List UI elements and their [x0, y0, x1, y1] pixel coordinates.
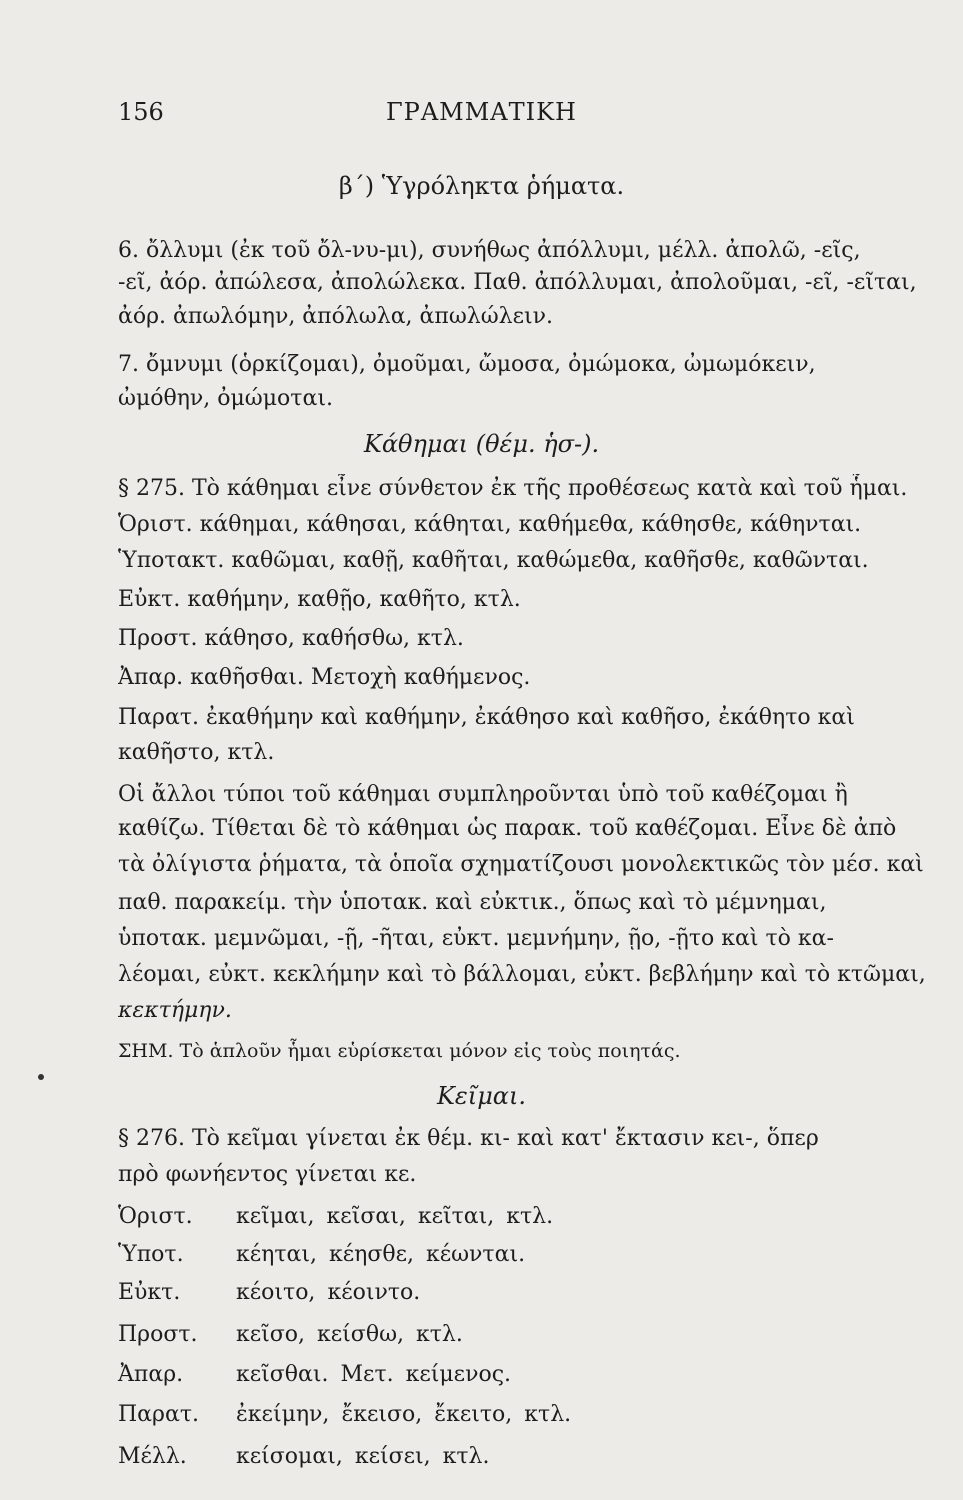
table-row — [118, 1320, 475, 1350]
table-row — [118, 1202, 565, 1232]
text-line: Εὐκτ. καθήμην, καθῇο, καθῆτο, κτλ. — [118, 587, 521, 612]
mood-label: Μέλλ. — [118, 1444, 187, 1469]
verb-form: κέωνται. — [425, 1242, 526, 1267]
verb-form: κεῖμαι, — [236, 1204, 315, 1229]
mood-label: Εὐκτ. — [118, 1280, 181, 1305]
verb-form: κτλ. — [524, 1402, 572, 1427]
verb-form: κείμενος. — [405, 1362, 512, 1387]
verb-form: Μετ. — [340, 1362, 394, 1387]
table-row — [118, 1442, 501, 1472]
verb-form: ἔκεισο, — [341, 1402, 423, 1427]
text-line: καθῆστο, κτλ. — [118, 740, 275, 765]
section-heading: β΄) Ὑγρόληκτα ῥήματα. — [338, 172, 625, 200]
text-line: Ἀπαρ. καθῆσθαι. Μετοχὴ καθήμενος. — [118, 665, 531, 690]
text-line: Ὁριστ. κάθημαι, κάθησαι, κάθηται, καθήμεθα, κάθησθε, κάθηνται. — [118, 512, 862, 537]
verb-form: κέοιντο. — [327, 1280, 421, 1305]
text-line: τὰ ὀλίγιστα ῥήματα, τὰ ὁποῖα σχηματίζουσι μονολεκτικῶς τὸν μέσ. καὶ — [118, 852, 924, 877]
verb-form: κέοιτο, — [236, 1280, 316, 1305]
verb-form: κέηται, — [236, 1242, 317, 1267]
verb-form: κεῖσαι, — [326, 1204, 406, 1229]
mood-label: Παρατ. — [118, 1402, 199, 1427]
verb-form: κείσομαι, — [236, 1444, 343, 1469]
margin-mark — [38, 1074, 44, 1080]
subheading-kathemai: Κάθημαι (θέμ. ἡσ-). — [363, 430, 600, 458]
running-title: ΓΡΑΜΜΑΤΙΚΗ — [386, 98, 577, 126]
text-line: ὑποτακ. μεμνῶμαι, -ῇ, -ῆται, εὐκτ. μεμνήμην, ῇο, -ῇτο καὶ τὸ κα- — [118, 926, 834, 951]
table-row — [118, 1400, 583, 1430]
mood-label: Προστ. — [118, 1322, 198, 1347]
verb-form: κέησθε, — [328, 1242, 414, 1267]
verb-form: κτλ. — [506, 1204, 554, 1229]
table-row — [118, 1278, 432, 1308]
verb-form: κείσει, — [354, 1444, 431, 1469]
text-line: Παρατ. ἐκαθήμην καὶ καθήμην, ἐκάθησο καὶ καθῆσο, ἐκάθητο καὶ — [118, 705, 855, 730]
text-line: Οἱ ἄλλοι τύποι τοῦ κάθημαι συμπληροῦνται ὑπὸ τοῦ καθέζομαι ἢ — [118, 782, 848, 807]
text-line: Ὑποτακτ. καθῶμαι, καθῇ, καθῆται, καθώμεθα, καθῆσθε, καθῶνται. — [118, 548, 869, 573]
text-line: πρὸ φωνήεντος γίνεται κε. — [118, 1162, 417, 1187]
mood-label: Ὑποτ. — [118, 1242, 184, 1267]
text-line: καθίζω. Τίθεται δὲ τὸ κάθημαι ὡς παρακ. τοῦ καθέζομαι. Εἶνε δὲ ἀπὸ — [118, 816, 897, 841]
text-line: ἀόρ. ἀπωλόμην, ἀπόλωλα, ἀπωλώλειν. — [118, 304, 554, 329]
verb-form: ἐκείμην, — [236, 1402, 330, 1427]
verb-form: κεῖσθαι. — [236, 1362, 329, 1387]
verb-form: κτλ. — [416, 1322, 463, 1347]
verb-form: ἔκειτο, — [434, 1402, 513, 1427]
text-line: § 275. Τὸ κάθημαι εἶνε σύνθετον ἐκ τῆς προθέσεως κατὰ καὶ τοῦ ἧμαι. — [118, 476, 908, 501]
text-line: 7. ὄμνυμι (ὁρκίζομαι), ὀμοῦμαι, ὤμοσα, ὀμώμοκα, ὠμωμόκειν, — [118, 352, 816, 377]
text-line: παθ. παρακείμ. τὴν ὑποτακ. καὶ εὐκτικ., ὅπως καὶ τὸ μέμνημαι, — [118, 890, 827, 915]
note: ΣΗΜ. Τὸ ἁπλοῦν ἧμαι εὑρίσκεται μόνον εἰς τοὺς ποιητάς. — [118, 1040, 681, 1062]
text-line: 6. ὄλλυμι (ἐκ τοῦ ὄλ-νυ-μι), συνήθως ἀπόλλυμι, μέλλ. ἀπολῶ, -εῖς, — [118, 238, 861, 263]
text-line: -εῖ, ἀόρ. ἀπώλεσα, ἀπολώλεκα. Παθ. ἀπόλλυμαι, ἀπολοῦμαι, -εῖ, -εῖται, — [118, 270, 917, 295]
text-line: ὠμόθην, ὀμώμοται. — [118, 386, 333, 411]
mood-label: Ἀπαρ. — [118, 1362, 184, 1387]
page-number: 156 — [118, 98, 164, 126]
table-row — [118, 1240, 537, 1270]
text-line: § 276. Τὸ κεῖμαι γίνεται ἐκ θέμ. κι- καὶ κατ' ἔκτασιν κει-, ὅπερ — [118, 1126, 819, 1151]
verb-form: κείσθω, — [317, 1322, 404, 1347]
mood-label: Ὁριστ. — [118, 1204, 193, 1229]
table-row — [118, 1360, 523, 1390]
text-line: κεκτήμην. — [118, 998, 232, 1023]
subheading-keimai: Κεῖμαι. — [436, 1082, 527, 1110]
text-line: Προστ. κάθησο, καθήσθω, κτλ. — [118, 626, 464, 651]
verb-form: κεῖσο, — [236, 1322, 306, 1347]
verb-form: κτλ. — [442, 1444, 490, 1469]
text-line: λέομαι, εὐκτ. κεκλήμην καὶ τὸ βάλλομαι, εὐκτ. βεβλήμην καὶ τὸ κτῶμαι, — [118, 962, 926, 987]
verb-form: κεῖται, — [417, 1204, 495, 1229]
